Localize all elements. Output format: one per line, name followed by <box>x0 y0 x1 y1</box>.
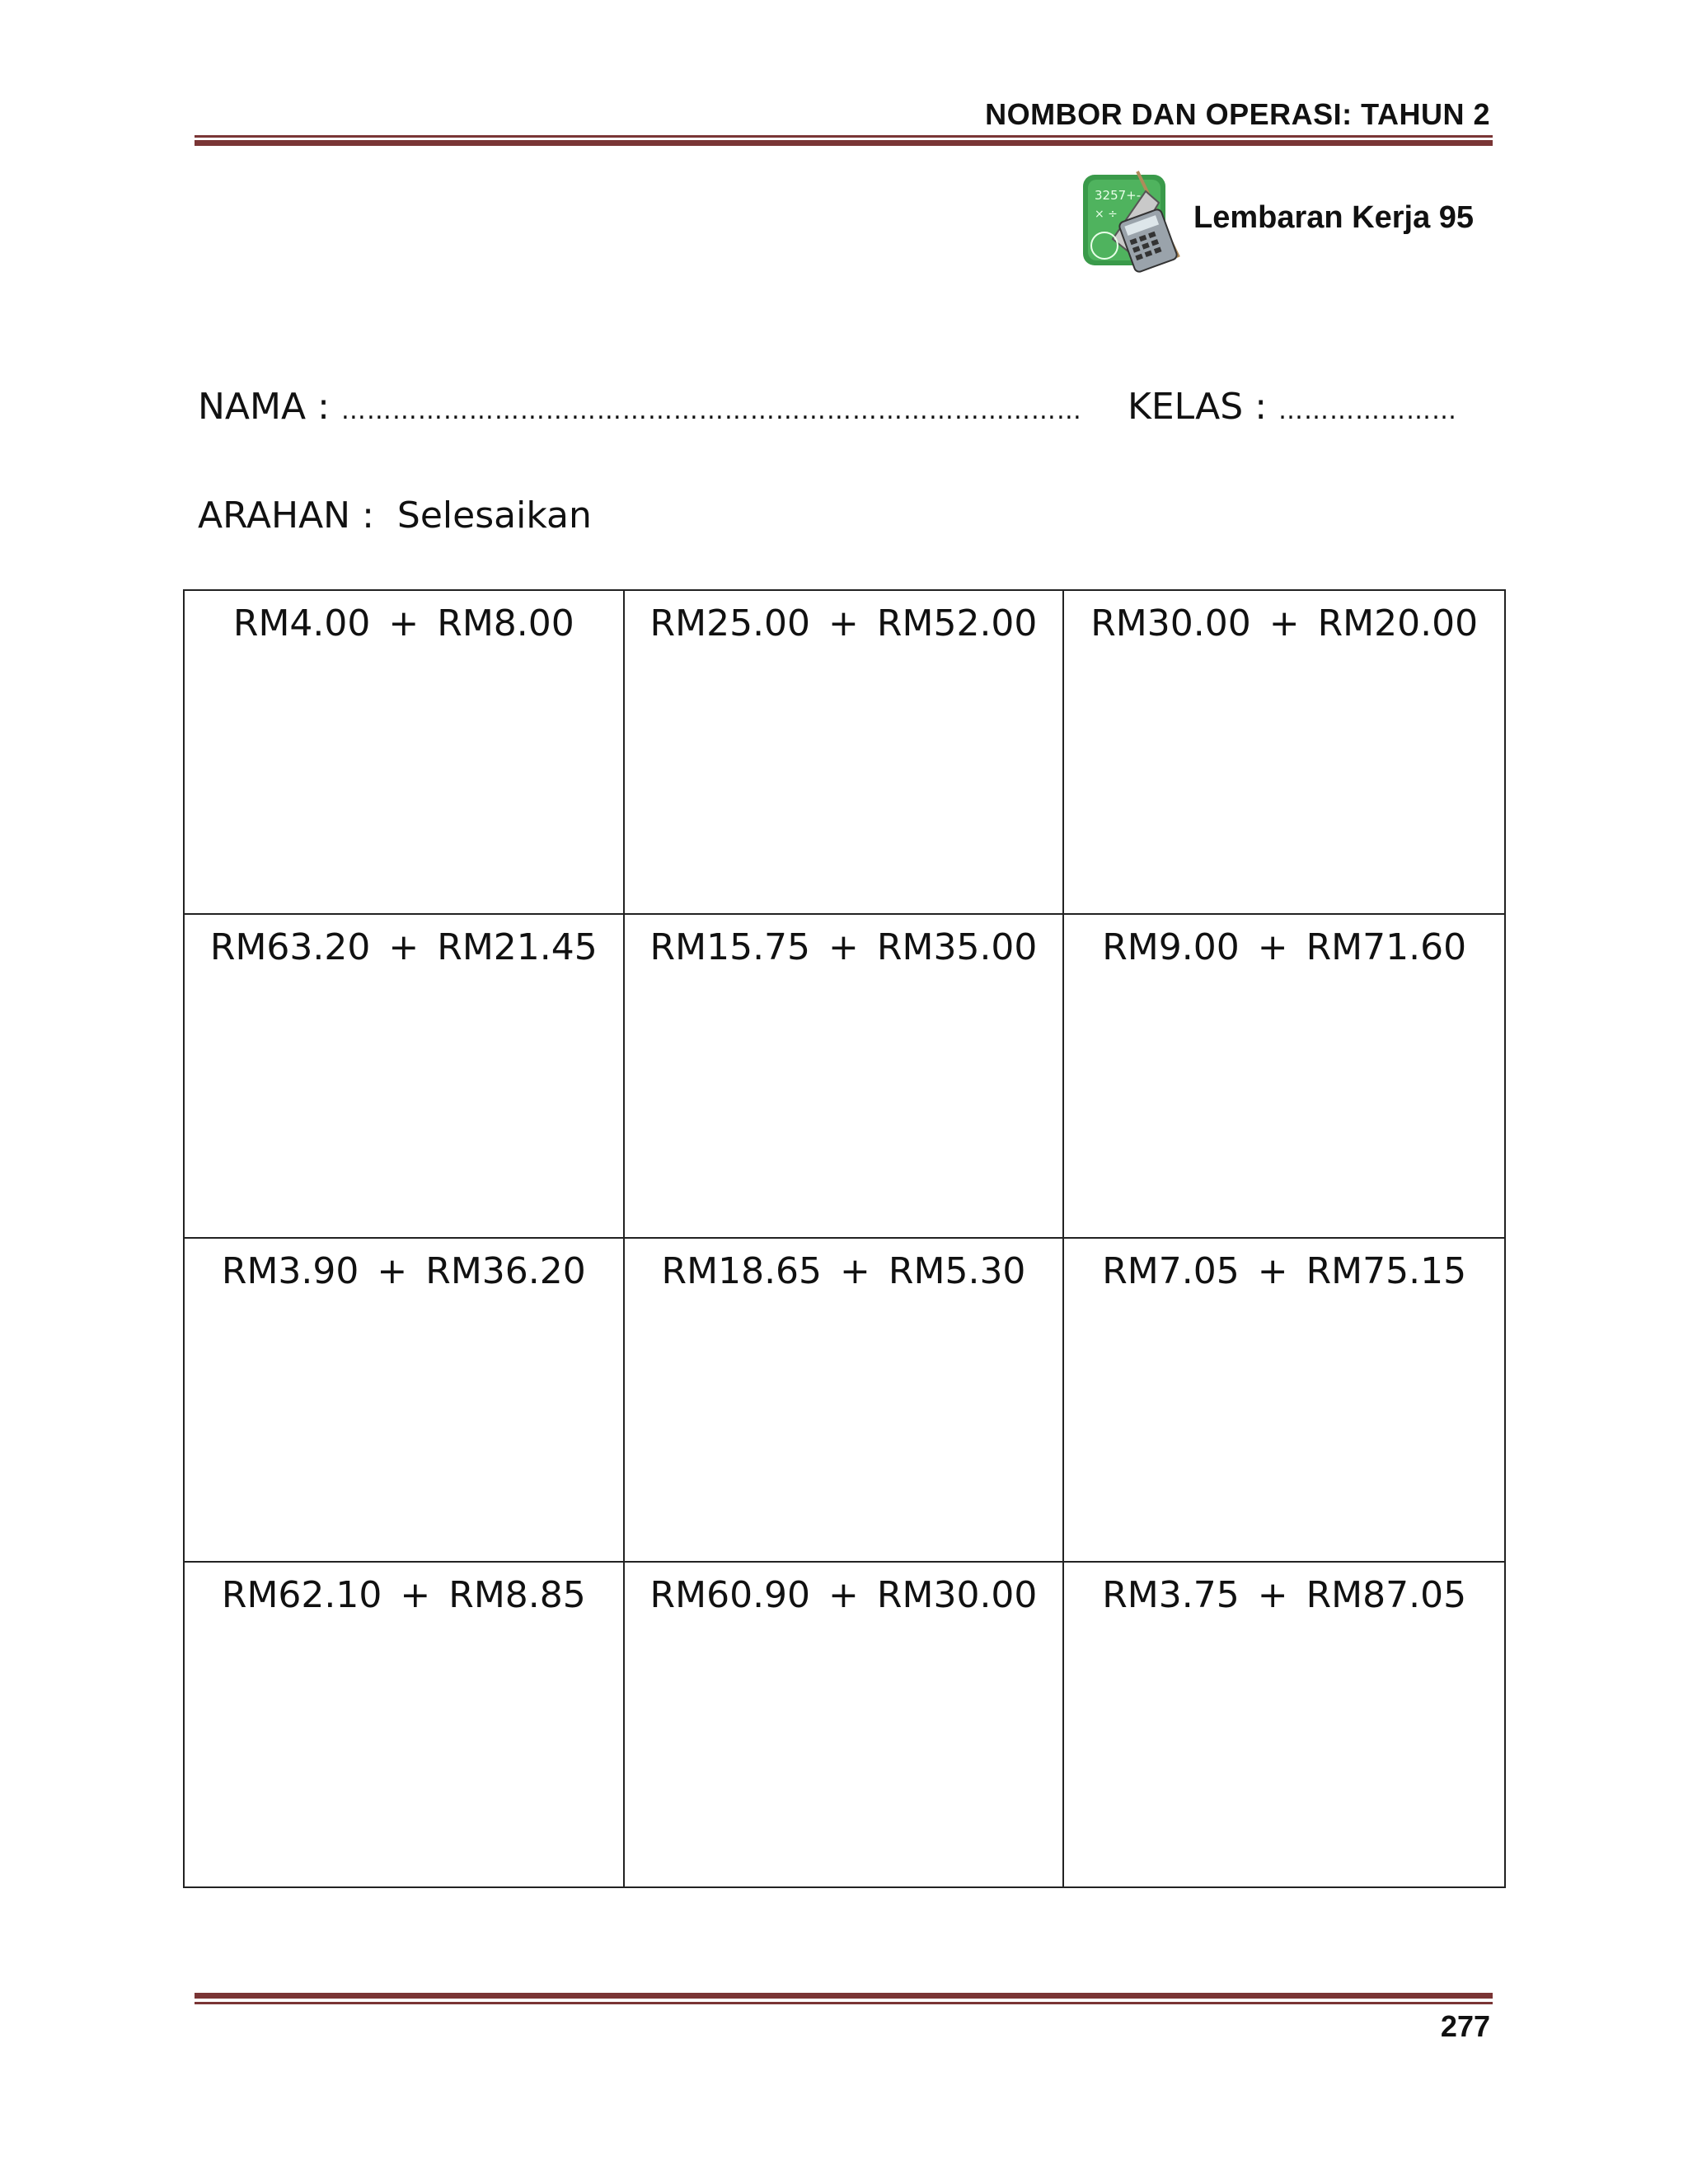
nama-field <box>198 386 1082 428</box>
operand-a: RM30.00 <box>1090 602 1251 644</box>
operand-a: RM25.00 <box>649 602 811 644</box>
plus-operator: + <box>840 1250 870 1292</box>
problem-cell[interactable] <box>185 1563 625 1886</box>
instructions <box>198 494 592 537</box>
operand-b: RM20.00 <box>1317 602 1479 644</box>
operand-a: RM18.65 <box>661 1250 823 1292</box>
plus-operator: + <box>1257 1574 1288 1616</box>
problem-cell[interactable] <box>625 915 1065 1239</box>
plus-operator: + <box>1268 602 1300 644</box>
kelas-field <box>1128 386 1457 428</box>
operand-b: RM52.00 <box>876 602 1038 644</box>
header-title: NOMBOR DAN OPERASI: TAHUN 2 <box>985 97 1490 131</box>
plus-operator: + <box>1257 926 1288 968</box>
logo-text: 3257+- <box>1095 188 1142 203</box>
problem-cell[interactable] <box>625 591 1065 915</box>
nama-dots: …………………………………………………………………………… <box>340 396 1082 425</box>
operand-a: RM4.00 <box>232 602 371 644</box>
operand-b: RM30.00 <box>876 1574 1038 1616</box>
operand-a: RM60.90 <box>649 1574 811 1616</box>
footer-rule-thin <box>195 2002 1493 2004</box>
header-rule-thick <box>195 140 1493 146</box>
plus-operator: + <box>377 1250 408 1292</box>
instructions-text: Selesaikan <box>396 494 592 537</box>
operand-b: RM35.00 <box>876 926 1038 968</box>
footer-rule-thick <box>195 1993 1493 1999</box>
kelas-label: KELAS : <box>1128 386 1268 428</box>
operand-b: RM8.85 <box>448 1574 586 1616</box>
instructions-label: ARAHAN : <box>198 494 374 537</box>
operand-a: RM3.75 <box>1102 1574 1240 1616</box>
problem-cell[interactable] <box>1064 591 1504 915</box>
header-rule-thin <box>195 135 1493 138</box>
operand-b: RM5.30 <box>888 1250 1026 1292</box>
operand-b: RM8.00 <box>437 602 574 644</box>
plus-operator: + <box>828 1574 859 1616</box>
problem-cell[interactable] <box>185 1239 625 1563</box>
operand-a: RM3.90 <box>221 1250 359 1292</box>
nama-label: NAMA : <box>198 386 330 428</box>
operand-b: RM36.20 <box>425 1250 586 1292</box>
operand-b: RM75.15 <box>1306 1250 1467 1292</box>
svg-text:× ÷: × ÷ <box>1095 208 1118 221</box>
operand-b: RM71.60 <box>1306 926 1467 968</box>
problem-cell[interactable] <box>625 1563 1065 1886</box>
worksheet-title: Lembaran Kerja 95 <box>1193 200 1475 235</box>
operand-a: RM63.20 <box>209 926 371 968</box>
problem-cell[interactable] <box>1064 915 1504 1239</box>
operand-b: RM21.45 <box>437 926 598 968</box>
problem-cell[interactable] <box>185 915 625 1239</box>
operand-b: RM87.05 <box>1306 1574 1467 1616</box>
plus-operator: + <box>828 926 859 968</box>
problem-cell[interactable] <box>1064 1563 1504 1886</box>
plus-operator: + <box>388 926 420 968</box>
problem-cell[interactable] <box>1064 1239 1504 1563</box>
plus-operator: + <box>400 1574 431 1616</box>
operand-a: RM9.00 <box>1102 926 1240 968</box>
operand-a: RM15.75 <box>649 926 811 968</box>
page-number: 277 <box>1440 2009 1490 2043</box>
plus-operator: + <box>388 602 420 644</box>
kelas-dots: ………………… <box>1278 396 1458 425</box>
problem-grid <box>183 589 1506 1888</box>
operand-a: RM62.10 <box>221 1574 382 1616</box>
operand-a: RM7.05 <box>1102 1250 1240 1292</box>
calculator-chalkboard-icon <box>1080 166 1187 277</box>
plus-operator: + <box>1257 1250 1288 1292</box>
plus-operator: + <box>828 602 859 644</box>
problem-cell[interactable] <box>625 1239 1065 1563</box>
problem-cell[interactable] <box>185 591 625 915</box>
